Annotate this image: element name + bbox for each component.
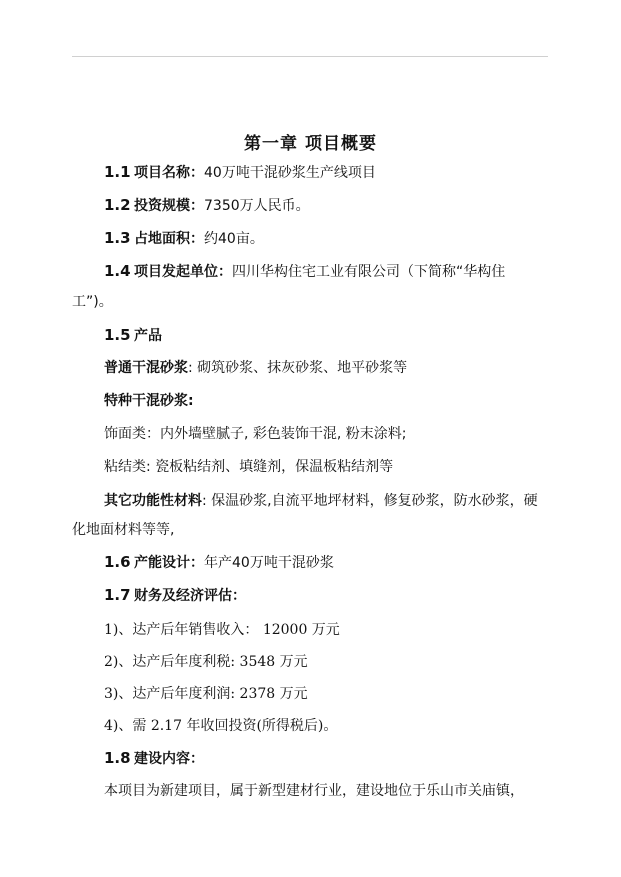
initiator-value-cont: 工”)。 xyxy=(72,294,113,310)
section-number: 1.4 xyxy=(104,262,131,280)
product-facing: 饰面类：内外墙壁腻子, 彩色装饰干混, 粉末涂料; xyxy=(104,426,407,442)
section-number: 1.8 xyxy=(104,749,131,767)
capacity-label: 产能设计： xyxy=(134,555,204,571)
construction-heading: 建设内容： xyxy=(134,751,204,767)
finance-item-1: 1)、达产后年销售收入： 12000 万元 xyxy=(104,622,340,638)
capacity-value: 年产40万吨干混砂浆 xyxy=(204,555,334,571)
section-1-4 xyxy=(104,261,505,282)
product-general-label: 普通干混砂浆 xyxy=(104,360,188,376)
investment-value: 7350万人民币。 xyxy=(204,198,310,214)
section-number: 1.1 xyxy=(104,163,131,181)
product-other-label: 其它功能性材料 xyxy=(104,493,202,509)
finance-item-3: 3)、达产后年度利润: 2378 万元 xyxy=(104,686,308,702)
section-1-7 xyxy=(104,585,246,606)
section-number: 1.2 xyxy=(104,196,131,214)
chapter-title: 第一章 项目概要 xyxy=(244,134,377,154)
section-1-6 xyxy=(104,552,334,573)
section-1-5 xyxy=(104,325,162,346)
section-number: 1.3 xyxy=(104,229,131,247)
project-name-value: 40万吨干混砂浆生产线项目 xyxy=(204,165,376,181)
section-number: 1.6 xyxy=(104,553,131,571)
investment-label: 投资规模： xyxy=(134,198,204,214)
header-rule xyxy=(72,56,548,57)
initiator-label: 项目发起单位： xyxy=(134,264,232,280)
section-number: 1.7 xyxy=(104,586,131,604)
product-other-cont: 化地面材料等等, xyxy=(72,522,175,538)
project-name-label: 项目名称： xyxy=(134,165,204,181)
product-other xyxy=(104,491,538,511)
section-number: 1.5 xyxy=(104,326,131,344)
product-special-label-text: 特种干混砂浆: xyxy=(104,393,194,409)
finance-item-2: 2)、达产后年度利税: 3548 万元 xyxy=(104,654,308,670)
construction-text: 本项目为新建项目，属于新型建材行业，建设地位于乐山市关庙镇， xyxy=(104,783,524,799)
initiator-value: 四川华构住宅工业有限公司（下简称“华构住 xyxy=(232,264,506,280)
products-heading: 产品 xyxy=(134,328,162,344)
area-value: 约40亩。 xyxy=(204,231,264,247)
section-1-1 xyxy=(104,162,376,183)
section-1-8 xyxy=(104,748,204,769)
product-general xyxy=(104,358,407,378)
product-special-label xyxy=(104,391,194,411)
finance-heading: 财务及经济评估： xyxy=(134,588,246,604)
product-adhesive: 粘结类: 瓷板粘结剂、填缝剂，保温板粘结剂等 xyxy=(104,459,394,475)
section-1-2 xyxy=(104,195,310,216)
area-label: 占地面积： xyxy=(134,231,204,247)
product-general-value: : 砌筑砂浆、抹灰砂浆、地平砂浆等 xyxy=(188,360,408,376)
finance-item-4: 4)、需 2.17 年收回投资(所得税后)。 xyxy=(104,718,338,734)
product-other-value: : 保温砂浆,自流平地坪材料，修复砂浆，防水砂浆，硬 xyxy=(202,493,538,509)
section-1-3 xyxy=(104,228,264,249)
